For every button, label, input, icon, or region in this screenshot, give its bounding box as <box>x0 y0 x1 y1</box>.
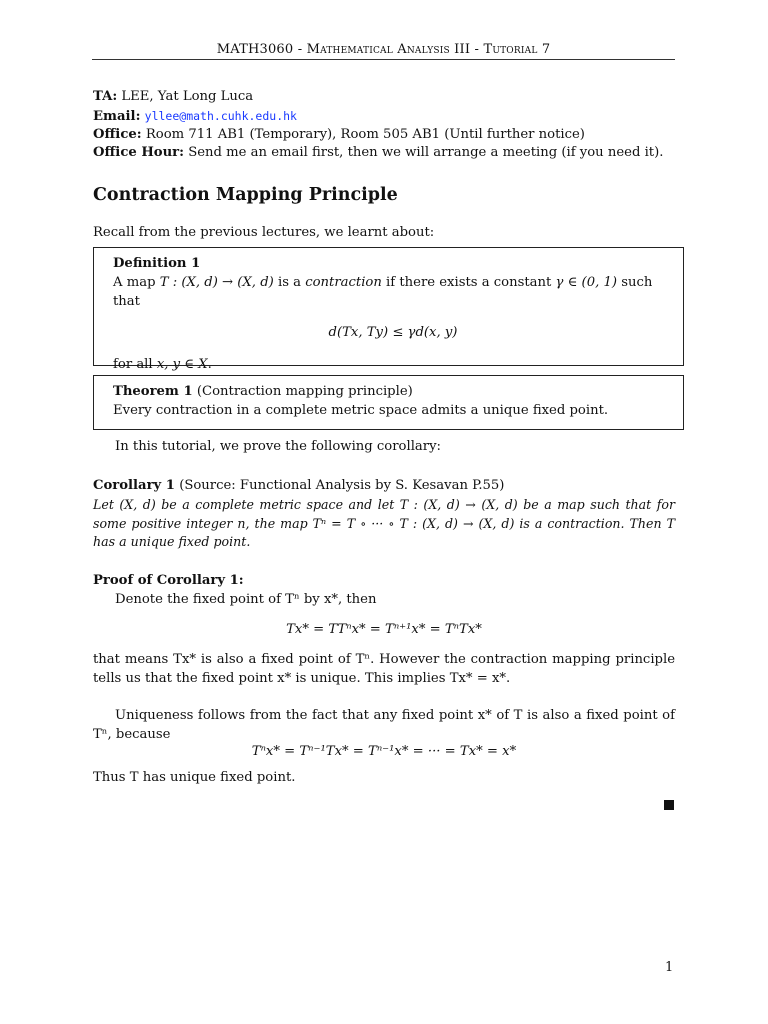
proof-label: Proof of Corollary 1: <box>93 573 244 588</box>
page-number: 1 <box>665 960 674 975</box>
email-label: Email: <box>93 108 141 124</box>
proof-conclusion: Thus T has unique fixed point. <box>93 770 296 786</box>
theorem-box <box>93 375 684 430</box>
corollary-statement: Let (X, d) be a complete metric space and let T : (X, d) → (X, d) be a map such that for some positive integer n, the map Tⁿ = T ∘ ··· ∘ T : (X, d) → (X, d) is a contraction. Then T has a unique fixed point. <box>93 496 675 550</box>
office-label: Office: <box>93 126 142 142</box>
definition-line-1: A map T : (X, d) → (X, d) is a contraction if there exists a constant γ ∈ (0, 1) such that <box>113 274 653 309</box>
corollary <box>93 477 675 552</box>
ta-info <box>93 88 675 163</box>
corollary-label: Corollary 1 <box>93 478 175 493</box>
definition-equation: d(Tx, Ty) ≤ γd(x, y) <box>328 325 458 341</box>
tutorial-intro: In this tutorial, we prove the following corollary: <box>115 439 441 454</box>
ta-name: LEE, Yat Long Luca <box>121 89 254 104</box>
proof-paragraph-2: Uniqueness follows from the fact that any fixed point x* of T is also a fixed point of Tⁿ, because <box>93 707 675 742</box>
proof-equation-2: Tⁿx* = Tⁿ⁻¹Tx* = Tⁿ⁻¹x* = ··· = Tx* = x* <box>251 743 517 759</box>
proof-line-1: Denote the fixed point of Tⁿ by x*, then <box>115 591 377 607</box>
office-value: Room 711 AB1 (Temporary), Room 505 AB1 (Until further notice) <box>145 126 585 142</box>
theorem-name: (Contraction mapping principle) <box>196 384 413 399</box>
corollary-source: (Source: Functional Analysis by S. Kesavan P.55) <box>179 478 505 493</box>
office-hour-label: Office Hour: <box>93 145 184 161</box>
recall-text: Recall from the previous lectures, we learnt about: <box>93 225 435 240</box>
theorem-label: Theorem 1 <box>113 384 193 399</box>
email-link[interactable]: yllee@math.cuhk.edu.hk <box>144 108 297 123</box>
page-header: MATH3060 - Mathematical Analysis III - Tutorial 7 <box>216 42 551 57</box>
proof-equation-1: Tx* = TTⁿx* = Tⁿ⁺¹x* = TⁿTx* <box>286 621 482 637</box>
office-hour-value: Send me an email first, then we will arrange a meeting (if you need it). <box>188 145 664 161</box>
proof-paragraph-1: that means Tx* is also a fixed point of Tⁿ. However the contraction mapping principle tells us that the fixed point x* is unique. This implies Tx* = x*. <box>93 652 675 687</box>
definition-label: Definition 1 <box>113 256 201 271</box>
section-title: Contraction Mapping Principle <box>93 185 398 205</box>
proof <box>93 572 675 788</box>
definition-line-3: for all x, y ∈ X. <box>113 357 212 373</box>
definition-box <box>93 247 684 373</box>
course-code: MATH3060 <box>216 42 294 57</box>
header-rule <box>92 59 675 60</box>
tutorial-number: Tutorial 7 <box>483 42 551 57</box>
ta-label: TA: <box>93 89 118 104</box>
course-title: Mathematical Analysis III <box>306 42 471 57</box>
qed-square-icon <box>664 800 674 810</box>
theorem-text: Every contraction in a complete metric space admits a unique fixed point. <box>113 402 609 418</box>
